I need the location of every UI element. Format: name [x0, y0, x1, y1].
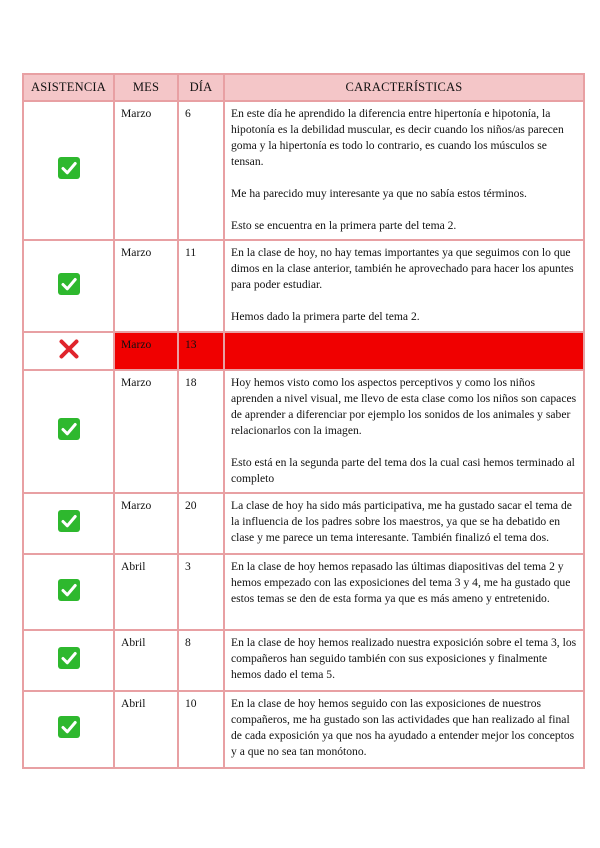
description-paragraph: En la clase de hoy, no hay temas importantes ya que seguimos con lo que dimos en la clase anterior, también he aprovechado para hacer los apuntes para poder estudiar.: [231, 246, 574, 291]
day-cell: 3: [178, 554, 224, 630]
check-icon: [58, 716, 80, 738]
header-row: [23, 74, 584, 101]
check-icon: [58, 273, 80, 295]
cross-icon: [58, 338, 80, 360]
day-cell: 18: [178, 370, 224, 493]
table-row: [23, 691, 584, 768]
description-paragraph: Hoy hemos visto como los aspectos perceptivos y como los niños aprenden a nivel visual, me llevo de esta clase como los niños son capaces de aprender a diferenciar por ejemplo los sonidos de los animales y saber relacionarlos con la imagen.: [231, 376, 577, 437]
attendance-cell: [23, 370, 114, 493]
table-row: [23, 554, 584, 630]
description-cell: [224, 554, 584, 630]
table-row: [23, 332, 584, 370]
description-paragraph: Esto se encuentra en la primera parte del tema 2.: [231, 219, 457, 232]
description-cell: [224, 493, 584, 554]
month-cell: Abril: [114, 630, 178, 691]
attendance-cell: [23, 240, 114, 332]
attendance-cell: [23, 691, 114, 768]
header-asistencia: ASISTENCIA: [23, 74, 114, 101]
check-icon: [58, 647, 80, 669]
month-cell: Marzo: [114, 101, 178, 240]
description-cell: [224, 370, 584, 493]
header-caracteristicas: CARACTERÍSTICAS: [224, 74, 584, 101]
description-paragraph: Esto está en la segunda parte del tema dos la cual casi hemos terminado al completo: [231, 456, 575, 485]
day-cell: 6: [178, 101, 224, 240]
description-paragraph: Hemos dado la primera parte del tema 2.: [231, 310, 420, 323]
description-cell: [224, 630, 584, 691]
table-row: [23, 493, 584, 554]
table-row: [23, 240, 584, 332]
description-paragraph: Me ha parecido muy interesante ya que no sabía estos términos.: [231, 187, 527, 200]
description-cell: [224, 101, 584, 240]
description-paragraph: La clase de hoy ha sido más participativa, me ha gustado sacar el tema de la influencia de los padres sobre los maestros, ya que se ha debatido en clase y me parece un tema interesante. También finalizó el tema dos.: [231, 499, 572, 544]
header-dia: DÍA: [178, 74, 224, 101]
attendance-table: [22, 73, 585, 769]
check-icon: [58, 510, 80, 532]
attendance-cell: [23, 630, 114, 691]
description-cell: [224, 240, 584, 332]
table-row: [23, 630, 584, 691]
month-cell: Abril: [114, 554, 178, 630]
month-cell: Marzo: [114, 240, 178, 332]
month-cell: Abril: [114, 691, 178, 768]
description-paragraph: En la clase de hoy hemos realizado nuestra exposición sobre el tema 3, los compañeros han seguido también con sus exposiciones y finalmente hemos dado el tema 5.: [231, 636, 577, 681]
attendance-cell: [23, 332, 114, 370]
day-cell: 8: [178, 630, 224, 691]
description-cell: [224, 332, 584, 370]
check-icon: [58, 157, 80, 179]
table-row: [23, 370, 584, 493]
attendance-cell: [23, 554, 114, 630]
day-cell: 13: [178, 332, 224, 370]
month-cell: Marzo: [114, 493, 178, 554]
description-paragraph: En la clase de hoy hemos repasado las últimas diapositivas del tema 2 y hemos empezado con las exposiciones del tema 3 y 4, me ha gustado que estos temas se den de esta forma ya que es más ameno y entretenido.: [231, 560, 571, 605]
day-cell: 10: [178, 691, 224, 768]
table-row: [23, 101, 584, 240]
header-mes: MES: [114, 74, 178, 101]
month-cell: Marzo: [114, 370, 178, 493]
attendance-cell: [23, 101, 114, 240]
description-paragraph: En este día he aprendido la diferencia entre hipertonía e hipotonía, la hipotonía es la debilidad muscular, es decir cuando los niños/as parecen goma y la hipertonía es todo lo contrario, es cuando los músculos se tensan.: [231, 107, 564, 168]
check-icon: [58, 579, 80, 601]
month-cell: Marzo: [114, 332, 178, 370]
day-cell: 11: [178, 240, 224, 332]
check-icon: [58, 418, 80, 440]
description-cell: [224, 691, 584, 768]
day-cell: 20: [178, 493, 224, 554]
description-paragraph: En la clase de hoy hemos seguido con las exposiciones de nuestros compañeros, me ha gustado son las actividades que han realizado al final de cada exposición ya que nos ha ayudado a entender mejor los conceptos y a que no sea tan monótono.: [231, 697, 575, 758]
attendance-cell: [23, 493, 114, 554]
